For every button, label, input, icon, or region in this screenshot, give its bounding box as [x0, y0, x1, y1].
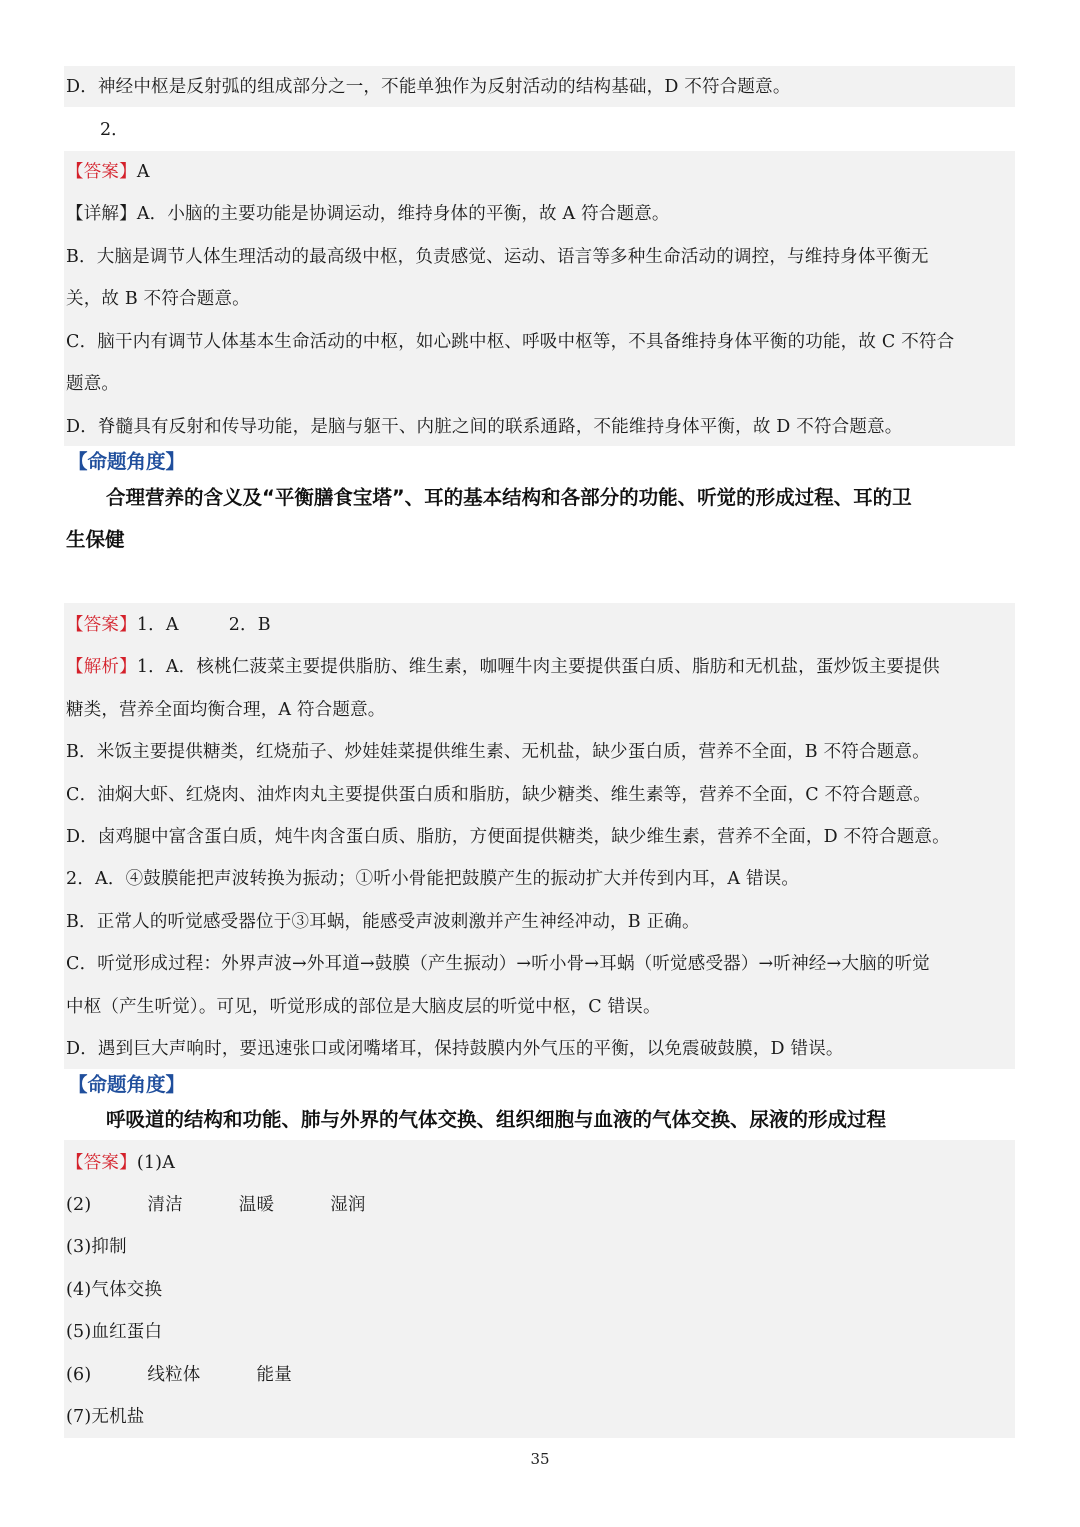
text-line: B．米饭主要提供糖类，红烧茄子、炒娃娃菜提供维生素、无机盐，缺少蛋白质，营养不全面，B 不符合题意。	[66, 742, 930, 762]
text-line: C．脑干内有调节人体基本生命活动的中枢，如心跳中枢、呼吸中枢等，不具备维持身体平衡的功能，故 C 不符合	[66, 332, 955, 352]
answer-item: (1)A	[136, 1153, 176, 1173]
analysis-line	[66, 655, 1017, 679]
answer-word: 温暖	[238, 1195, 275, 1215]
answer-block-1	[64, 66, 1015, 107]
answer-word: 能量	[256, 1365, 292, 1385]
text-line: D．卤鸡腿中富含蛋白质，炖牛肉含蛋白质、脂肪，方便面提供糖类，缺少维生素，营养不全面，D 不符合题意。	[66, 827, 950, 847]
answer-line	[66, 1363, 1017, 1387]
answer-item: (5)血红蛋白	[66, 1322, 163, 1342]
text-line: D．脊髓具有反射和传导功能，是脑与躯干、内脏之间的联系通路，不能维持身体平衡，故 D 不符合题意。	[66, 417, 903, 437]
topic-line: 合理营养的含义及“平衡膳食宝塔”、耳的基本结构和各部分的功能、听觉的形成过程、耳的卫	[106, 486, 912, 509]
question-number: 2．	[100, 120, 129, 140]
page-number: 35	[530, 1450, 550, 1468]
answer-word: 清洁	[147, 1195, 183, 1215]
answer-block-3	[64, 603, 1015, 1069]
answer-value: A	[136, 162, 150, 182]
answer-item-number: (2)	[66, 1195, 92, 1215]
answer-block-2	[64, 151, 1015, 446]
answer-word: 线粒体	[147, 1365, 201, 1385]
answer-tag: 【答案】	[66, 615, 137, 635]
analysis-tag: 【解析】	[66, 657, 137, 677]
answer-item-number: (6)	[66, 1365, 92, 1385]
answer-block-4	[64, 1140, 1015, 1438]
text-line: 关，故 B 不符合题意。	[66, 289, 250, 309]
answer-tag: 【答案】	[66, 1153, 137, 1173]
section-heading: 【命题角度】	[68, 1073, 186, 1096]
text-line: B．正常人的听觉感受器位于③耳蜗，能感受声波刺激并产生神经冲动，B 正确。	[66, 912, 700, 932]
answer-value: 2．B	[228, 615, 271, 635]
text-line: 糖类，营养全面均衡合理，A 符合题意。	[66, 700, 386, 720]
answer-line	[66, 1151, 1017, 1175]
answer-tag: 【答案】	[66, 162, 137, 182]
section-heading: 【命题角度】	[68, 450, 186, 473]
text-line: B．大脑是调节人体生理活动的最高级中枢，负责感觉、运动、语言等多种生命活动的调控，与维持身体平衡无	[66, 247, 929, 267]
analysis-text: 1．A．核桃仁菠菜主要提供脂肪、维生素，咖喱牛肉主要提供蛋白质、脂肪和无机盐，蛋炒饭主要提供	[136, 657, 940, 677]
text-line: 题意。	[66, 374, 120, 394]
text-line: C．油焖大虾、红烧肉、油炸肉丸主要提供蛋白质和脂肪，缺少糖类、维生素等，营养不全面，C 不符合题意。	[66, 785, 931, 805]
text-line: 中枢（产生听觉）。可见，听觉形成的部位是大脑皮层的听觉中枢，C 错误。	[66, 997, 661, 1017]
text-line: D．遇到巨大声响时，要迅速张口或闭嘴堵耳，保持鼓膜内外气压的平衡，以免震破鼓膜，D 错误。	[66, 1039, 844, 1059]
answer-word: 湿润	[330, 1195, 366, 1215]
topic-line: 生保健	[66, 528, 125, 551]
topic-line: 呼吸道的结构和功能、肺与外界的气体交换、组织细胞与血液的气体交换、尿液的形成过程	[106, 1108, 887, 1131]
answer-item: (4)气体交换	[66, 1280, 163, 1300]
text-line: C．听觉形成过程：外界声波→外耳道→鼓膜（产生振动）→听小骨→耳蜗（听觉感受器）→听神经→大脑的听觉	[66, 954, 930, 974]
answer-value: 1．A	[136, 615, 179, 635]
detail-line	[66, 202, 1017, 226]
text-line: D．神经中枢是反射弧的组成部分之一，不能单独作为反射活动的结构基础，D 不符合题意。	[66, 77, 791, 97]
answer-item: (7)无机盐	[66, 1407, 145, 1427]
text-line: 2．A．④鼓膜能把声波转换为振动；①听小骨能把鼓膜产生的振动扩大并传到内耳，A 错误。	[66, 869, 800, 889]
answer-line	[66, 1193, 1017, 1217]
detail-tag: 【详解】	[66, 204, 137, 224]
answer-item: (3)抑制	[66, 1237, 127, 1257]
detail-text: A．小脑的主要功能是协调运动，维持身体的平衡，故 A 符合题意。	[136, 204, 670, 224]
answer-line	[66, 613, 1017, 637]
answer-line	[66, 160, 1017, 184]
